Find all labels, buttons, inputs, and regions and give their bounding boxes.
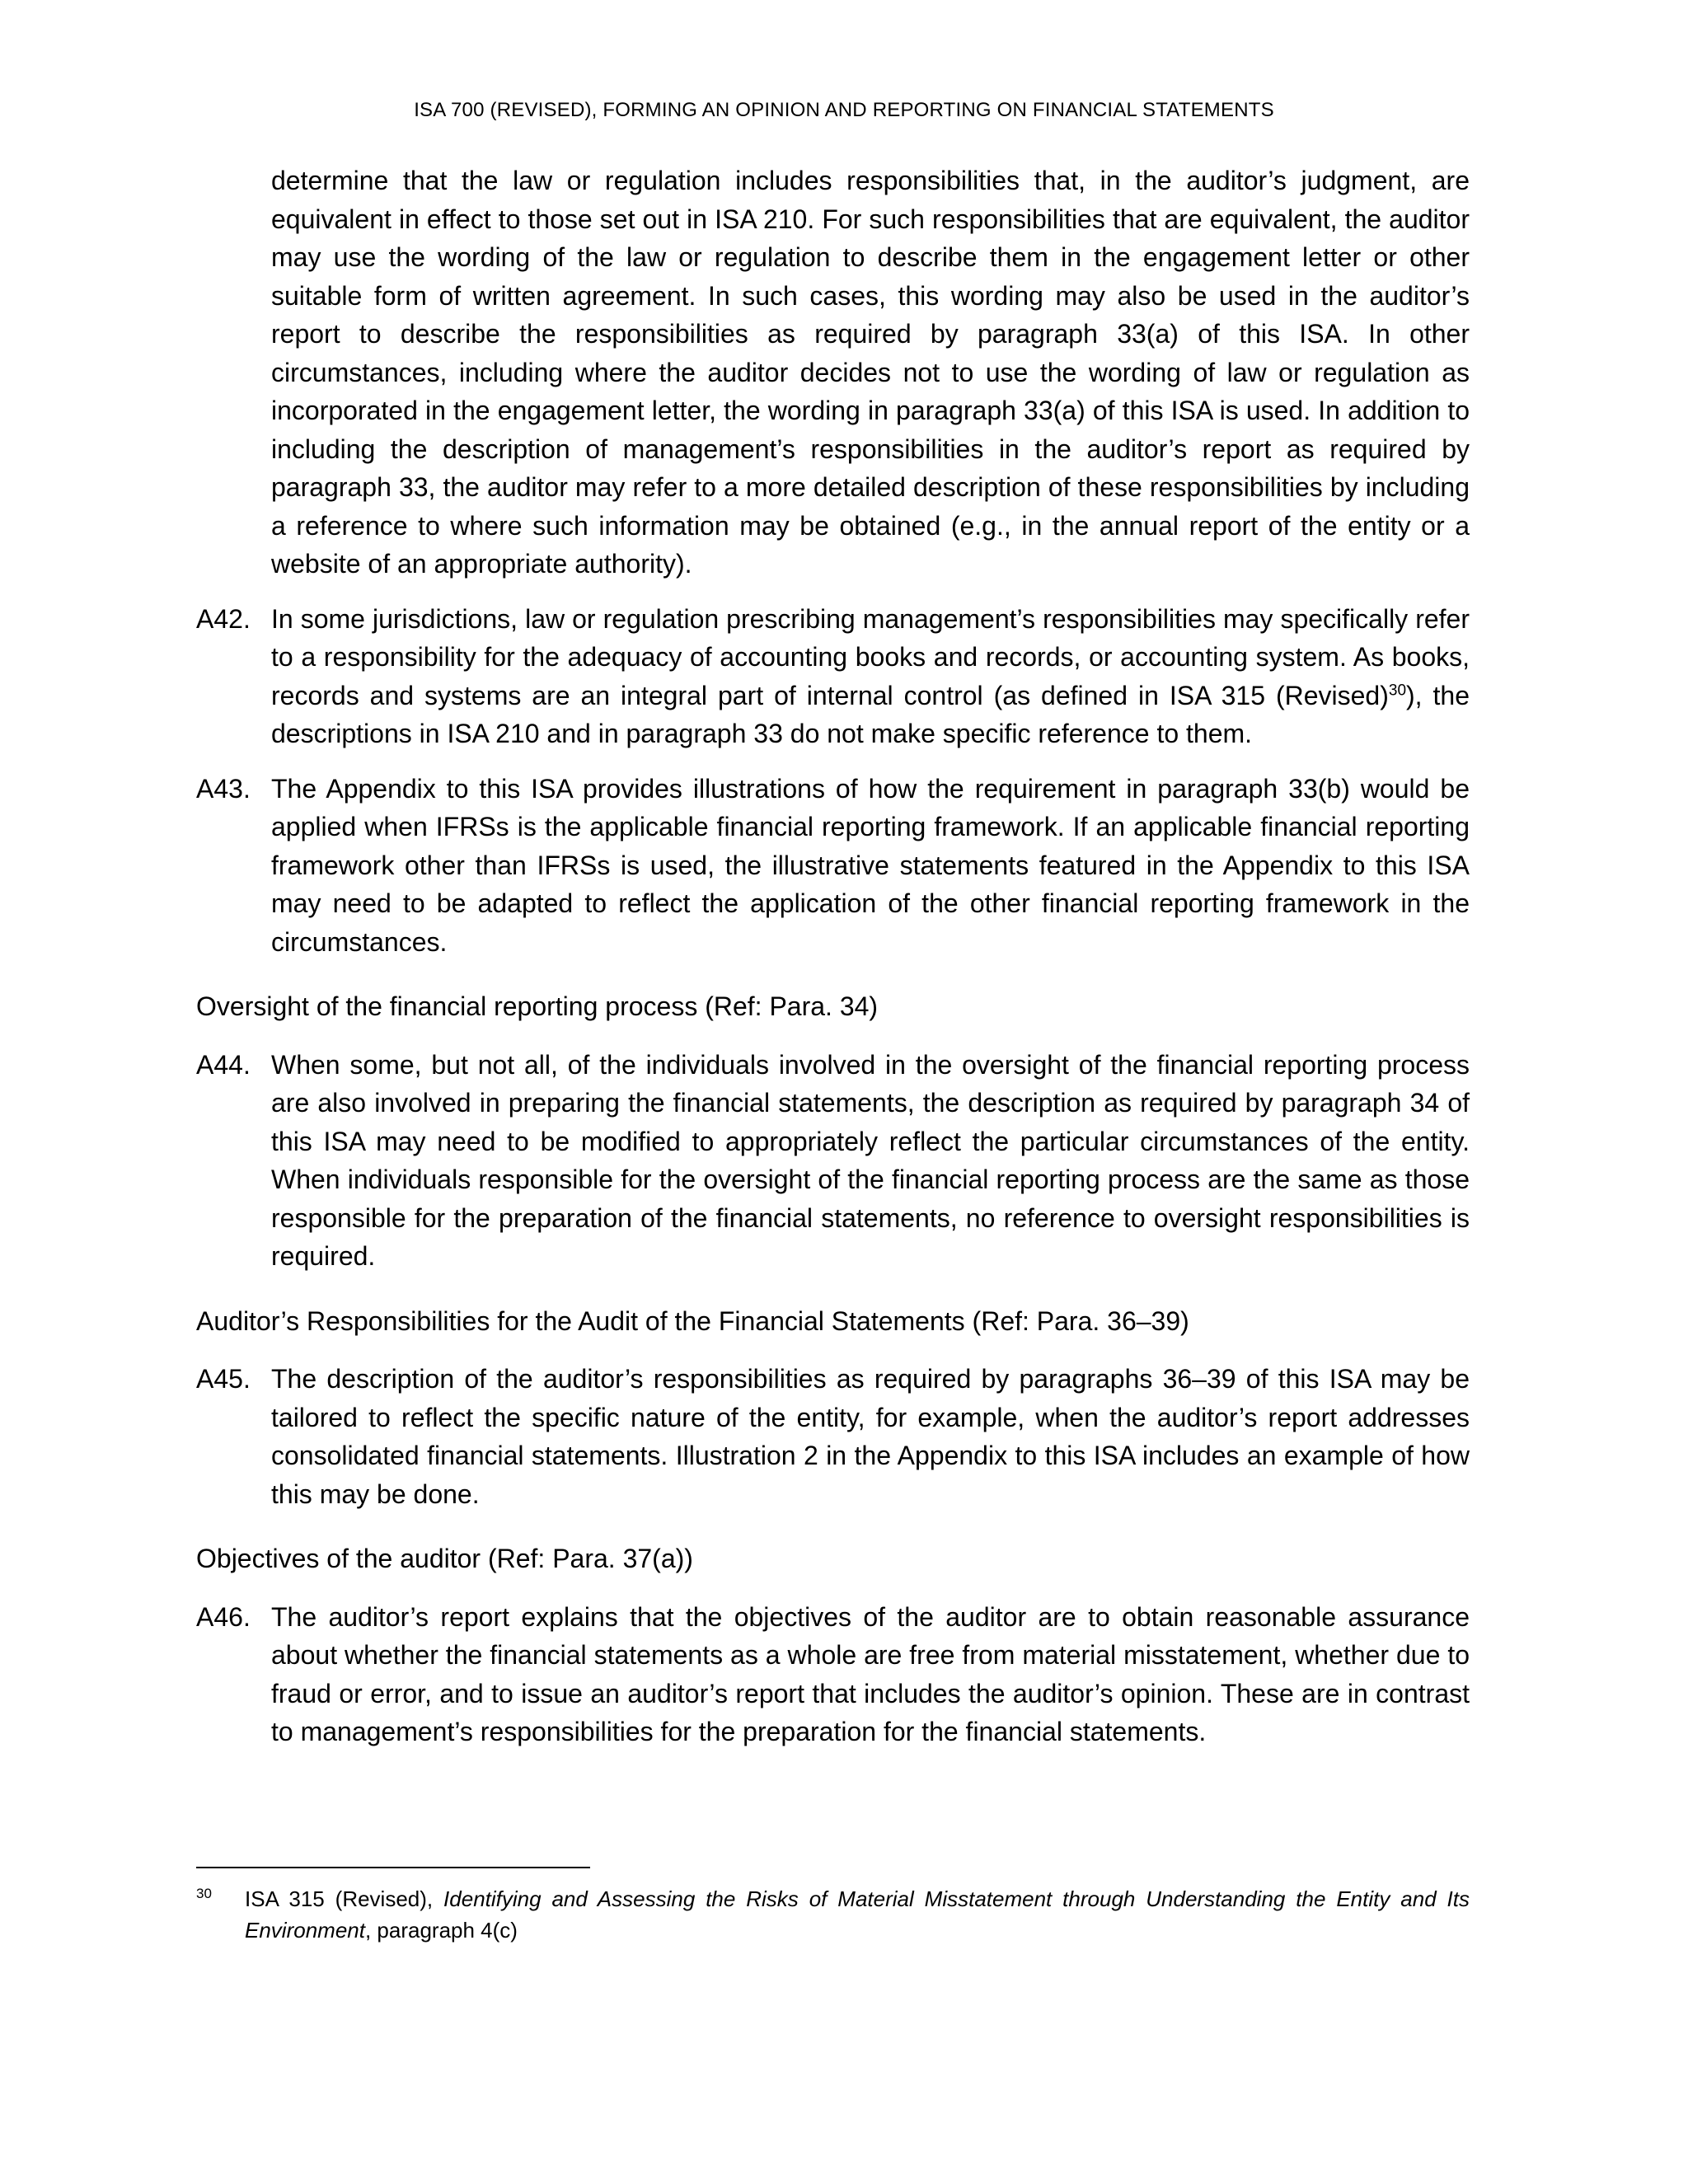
heading-oversight: Oversight of the financial reporting process (Ref: Para. 34) — [196, 991, 879, 1021]
paragraph-text: The description of the auditor’s responsibilities as required by paragraphs 36–39 of this ISA may be tailored to reflect the specific nature of the entity, for example, when the auditor’s report addresses consolidated financial statements. Illustration 2 in the Appendix to this ISA includes an example of how this may be done. — [271, 1364, 1470, 1509]
paragraph-a42 — [196, 600, 1470, 753]
page-body — [196, 162, 1470, 1768]
paragraph-text: When some, but not all, of the individuals involved in the oversight of the financial reporting process are also involved in preparing the financial statements, the description as required by paragraph 34 of this ISA may need to be modified to appropriately reflect the particular circumstances of the entity. When individuals responsible for the oversight of the financial reporting process are the same as those responsible for the preparation of the financial statements, no reference to oversight responsibilities is required. — [271, 1049, 1470, 1271]
paragraph-a45 — [196, 1360, 1470, 1513]
footnote-reference-30[interactable]: 30 — [1388, 681, 1407, 699]
footnote-suffix: , paragraph 4(c) — [364, 1918, 518, 1943]
paragraph-text: The Appendix to this ISA provides illustrations of how the requirement in paragraph 33(b) would be applied when IFRSs is the applicable financial reporting framework. If an applicable financial reporting framework other than IFRSs is used, the illustrative statements featured in the Appendix to this ISA may need to be adapted to reflect the application of the other financial reporting framework in the circumstances. — [271, 773, 1470, 957]
paragraph-text: determine that the law or regulation includes responsibilities that, in the auditor’s judgment, are equivalent in effect to those set out in ISA 210. For such responsibilities that are equivalent, the auditor may use the wording of the law or regulation to describe them in the engagement letter or other suitable form of written agreement. In such cases, this wording may also be used in the auditor’s report to describe the responsibilities as required by paragraph 33(a) of this ISA. In other circumstances, including where the auditor decides not to use the wording of law or regulation as incorporated in the engagement letter, the wording in paragraph 33(a) of this ISA is used. In addition to including the description of management’s responsibilities in the auditor’s report as required by paragraph 33, the auditor may refer to a more detailed description of these responsibilities by including a reference to where such information may be obtained (e.g., in the annual report of the entity or a website of an appropriate authority). — [271, 166, 1470, 579]
footnote-separator — [196, 1867, 590, 1868]
paragraph-a46 — [196, 1598, 1470, 1751]
paragraph-a43 — [196, 770, 1470, 962]
paragraph-a44 — [196, 1046, 1470, 1276]
running-header: ISA 700 (REVISED), FORMING AN OPINION AND REPORTING ON FINANCIAL STATEMENTS — [414, 99, 1274, 121]
paragraph-a41-continuation — [196, 162, 1470, 583]
footnote-30 — [196, 1883, 1470, 1946]
heading-objectives: Objectives of the auditor (Ref: Para. 37(a)) — [196, 1544, 693, 1573]
paragraph-number: A44. — [196, 1049, 251, 1080]
paragraph-number: A42. — [196, 603, 251, 634]
paragraph-number: A43. — [196, 773, 251, 804]
footnote-number: 30 — [196, 1886, 212, 1901]
paragraph-text-after-ref: ), the descriptions in ISA 210 and in paragraph 33 do not make specific reference to them. — [271, 680, 1470, 748]
footnote-prefix: ISA 315 (Revised), — [245, 1886, 444, 1911]
paragraph-text — [271, 600, 1470, 753]
footnote-text — [196, 1883, 1470, 1946]
paragraph-text-before-ref: In some jurisdictions, law or regulation prescribing management’s responsibilities may specifically refer to a responsibility for the adequacy of accounting books and records, or accounting system. As books, records and systems are an integral part of internal control (as defined in ISA 315 (Revised) — [271, 603, 1470, 710]
heading-auditor-responsibilities: Auditor’s Responsibilities for the Audit of the Financial Statements (Ref: Para. 36–39) — [196, 1305, 1189, 1336]
footnote-title: Identifying and Assessing the Risks of Material Misstatement through Understanding the Entity and Its Environment — [245, 1886, 1470, 1943]
paragraph-number: A45. — [196, 1364, 251, 1394]
paragraph-text: The auditor’s report explains that the objectives of the auditor are to obtain reasonable assurance about whether the financial statements as a whole are free from material misstatement, whether due to fraud or error, and to issue an auditor’s report that includes the auditor’s opinion. These are in contrast to management’s responsibilities for the preparation for the financial statements. — [271, 1601, 1470, 1746]
paragraph-number: A46. — [196, 1601, 251, 1632]
